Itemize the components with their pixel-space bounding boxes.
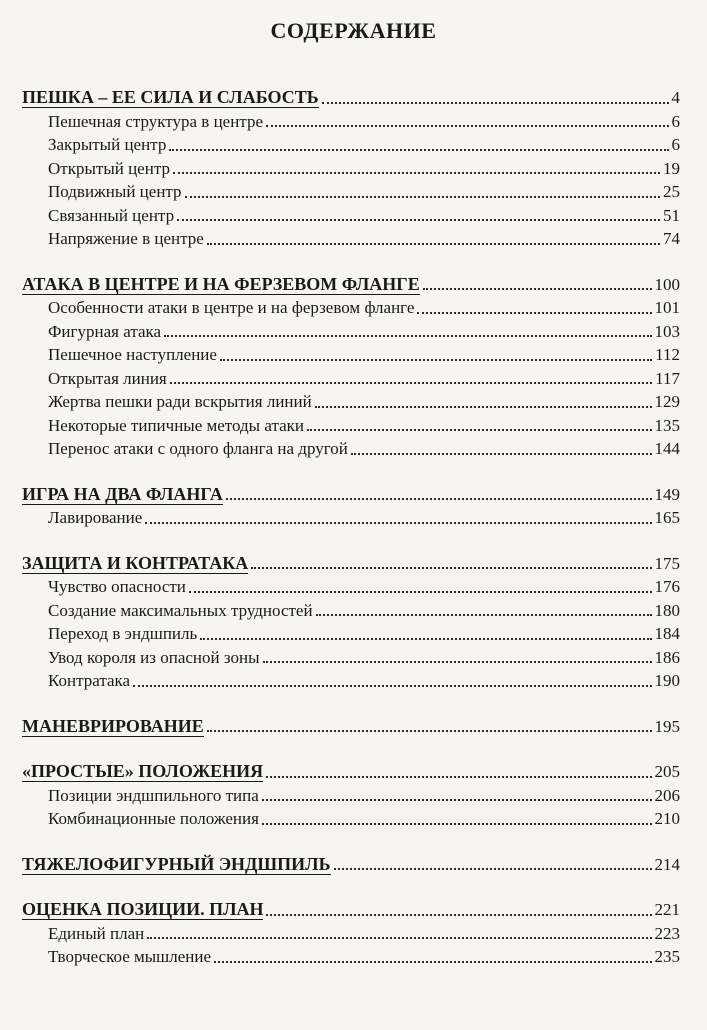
toc-page-number: 221: [654, 900, 680, 919]
toc-section: [22, 898, 680, 969]
toc-heading-label: ИГРА НА ДВА ФЛАНГА: [22, 483, 223, 504]
dot-leader: [207, 730, 652, 732]
toc-entry-row[interactable]: [22, 784, 680, 808]
toc-entry-row[interactable]: [22, 157, 680, 181]
toc-heading-label: ТЯЖЕЛОФИГУРНЫЙ ЭНДШПИЛЬ: [22, 853, 331, 874]
toc-entry-row[interactable]: [22, 646, 680, 670]
toc-entry-label: Некоторые типичные методы атаки: [48, 415, 304, 435]
toc-heading-label: АТАКА В ЦЕНТРЕ И НА ФЕРЗЕВОМ ФЛАНГЕ: [22, 273, 420, 294]
toc-section: [22, 273, 680, 461]
toc-page-number: 190: [654, 671, 680, 690]
dot-leader: [351, 453, 652, 455]
toc-entry-label: Пешечное наступление: [48, 345, 217, 364]
toc-entry-label: Фигурная атака: [48, 321, 162, 341]
dot-leader: [207, 243, 660, 245]
toc-page-number: 51: [663, 205, 680, 225]
toc-entry-label: Единый план: [48, 923, 145, 943]
dot-leader: [266, 776, 651, 778]
toc-page-number: 6: [671, 111, 680, 131]
toc-entry-row[interactable]: [22, 133, 680, 157]
toc-entry-label: Перенос атаки с одного фланга на другой: [48, 439, 348, 458]
toc-page-number: 176: [654, 577, 680, 596]
toc-entry-label: Творческое мышление: [48, 947, 212, 966]
toc-entry-row[interactable]: [22, 227, 680, 251]
toc-entry-row[interactable]: [22, 367, 680, 391]
dot-leader: [170, 382, 652, 384]
dot-leader: [263, 661, 652, 663]
toc-section: [22, 86, 680, 251]
toc-entry-label: Контратака: [48, 671, 131, 690]
dot-leader: [322, 102, 669, 104]
dot-leader: [262, 799, 652, 801]
toc-entry-label: Открытая линия: [48, 368, 167, 388]
toc-page-number: 112: [655, 345, 680, 364]
toc-page-number: 117: [655, 368, 680, 388]
dot-leader: [251, 567, 651, 569]
toc-page-number: 103: [654, 321, 680, 341]
toc-entry-label: Пешечная структура в центре: [48, 111, 263, 131]
toc-entry-label: Напряжение в центре: [48, 229, 204, 248]
dot-leader: [334, 868, 652, 870]
toc-page-number: 223: [654, 923, 680, 943]
toc-heading-label: ЗАЩИТА И КОНТРАТАКА: [22, 552, 249, 573]
dot-leader: [417, 312, 651, 314]
toc-page-number: 74: [663, 229, 680, 248]
toc-entry-row[interactable]: [22, 180, 680, 204]
dot-leader: [133, 685, 651, 687]
toc-heading-row[interactable]: [22, 853, 680, 877]
toc-page-number: 6: [671, 135, 680, 154]
toc-entry-row[interactable]: [22, 945, 680, 969]
toc-page-number: 100: [654, 274, 680, 294]
dot-leader: [169, 149, 668, 151]
toc-page-number: 205: [654, 762, 680, 781]
toc-heading-row[interactable]: [22, 273, 680, 297]
toc-entry-label: Закрытый центр: [48, 135, 167, 154]
toc-page-number: 144: [654, 439, 680, 458]
dot-leader: [316, 614, 652, 616]
dot-leader: [177, 219, 660, 221]
toc-page-number: 186: [654, 647, 680, 667]
toc-section: [22, 760, 680, 831]
dot-leader: [164, 335, 651, 337]
toc-page-number: 25: [663, 182, 680, 201]
toc-entry-row[interactable]: [22, 437, 680, 461]
toc-entry-label: Связанный центр: [48, 205, 175, 225]
toc-entry-row[interactable]: [22, 506, 680, 530]
toc-entry-row[interactable]: [22, 414, 680, 438]
toc-heading-row[interactable]: [22, 552, 680, 576]
toc-entry-row[interactable]: [22, 575, 680, 599]
toc-page-number: 184: [654, 624, 680, 643]
toc-page-number: 165: [654, 508, 680, 527]
toc-entry-label: Открытый центр: [48, 158, 170, 178]
toc-entry-label: Чувство опасности: [48, 577, 186, 596]
toc-entry-row[interactable]: [22, 622, 680, 646]
toc-page-number: 210: [654, 809, 680, 828]
toc-entry-row[interactable]: [22, 390, 680, 414]
toc-entry-label: Увод короля из опасной зоны: [48, 647, 260, 667]
dot-leader: [315, 406, 652, 408]
toc-section: [22, 715, 680, 739]
dot-leader: [189, 591, 652, 593]
toc-page-number: 19: [663, 158, 680, 178]
toc-entry-row[interactable]: [22, 296, 680, 320]
toc-section: [22, 853, 680, 877]
toc-page-number: 235: [654, 947, 680, 966]
toc-entry-row[interactable]: [22, 320, 680, 344]
toc-page-number: 101: [654, 298, 680, 317]
toc-page-number: 135: [654, 415, 680, 435]
toc-heading-row[interactable]: [22, 86, 680, 110]
dot-leader: [307, 429, 652, 431]
toc-page-number: 149: [654, 484, 680, 504]
table-of-contents: [22, 86, 680, 991]
toc-heading-row[interactable]: [22, 483, 680, 507]
dot-leader: [266, 914, 651, 916]
toc-section: [22, 552, 680, 693]
dot-leader: [214, 961, 651, 963]
toc-entry-row[interactable]: [22, 807, 680, 831]
dot-leader: [173, 172, 660, 174]
toc-entry-label: Позиции эндшпильного типа: [48, 785, 259, 805]
toc-page-number: 214: [654, 854, 680, 874]
toc-entry-row[interactable]: [22, 110, 680, 134]
dot-leader: [185, 196, 660, 198]
toc-page-number: 4: [671, 88, 680, 107]
dot-leader: [262, 823, 652, 825]
toc-entry-label: Комбинационные положения: [48, 809, 259, 828]
toc-section: [22, 483, 680, 530]
page-title: СОДЕРЖАНИЕ: [270, 18, 437, 43]
toc-entry-label: Лавирование: [48, 508, 143, 527]
dot-leader: [147, 937, 651, 939]
toc-page-number: 175: [654, 553, 680, 573]
toc-entry-label: Жертва пешки ради вскрытия линий: [48, 392, 312, 411]
toc-heading-row[interactable]: [22, 898, 680, 922]
toc-entry-row[interactable]: [22, 669, 680, 693]
toc-heading-label: ОЦЕНКА ПОЗИЦИИ. ПЛАН: [22, 899, 264, 919]
toc-entry-label: Переход в эндшпиль: [48, 624, 198, 643]
dot-leader: [220, 359, 652, 361]
toc-entry-row[interactable]: [22, 343, 680, 367]
dot-leader: [145, 522, 651, 524]
toc-entry-label: Подвижный центр: [48, 182, 182, 201]
toc-heading-label: ПЕШКА – ЕЕ СИЛА И СЛАБОСТЬ: [22, 87, 319, 107]
toc-entry-row[interactable]: [22, 204, 680, 228]
toc-heading-row[interactable]: [22, 760, 680, 784]
dot-leader: [226, 498, 652, 500]
toc-page-number: 195: [654, 716, 680, 736]
toc-entry-row[interactable]: [22, 922, 680, 946]
toc-heading-label: МАНЕВРИРОВАНИЕ: [22, 715, 204, 736]
toc-page-number: 129: [654, 392, 680, 411]
dot-leader: [423, 288, 652, 290]
toc-entry-row[interactable]: [22, 599, 680, 623]
toc-entry-label: Особенности атаки в центре и на ферзевом фланге: [48, 298, 415, 317]
toc-heading-row[interactable]: [22, 715, 680, 739]
toc-heading-label: «ПРОСТЫЕ» ПОЛОЖЕНИЯ: [22, 761, 264, 781]
dot-leader: [200, 638, 651, 640]
toc-page-number: 206: [654, 785, 680, 805]
dot-leader: [266, 125, 669, 127]
toc-page-number: 180: [654, 600, 680, 620]
toc-entry-label: Создание максимальных трудностей: [48, 600, 313, 620]
